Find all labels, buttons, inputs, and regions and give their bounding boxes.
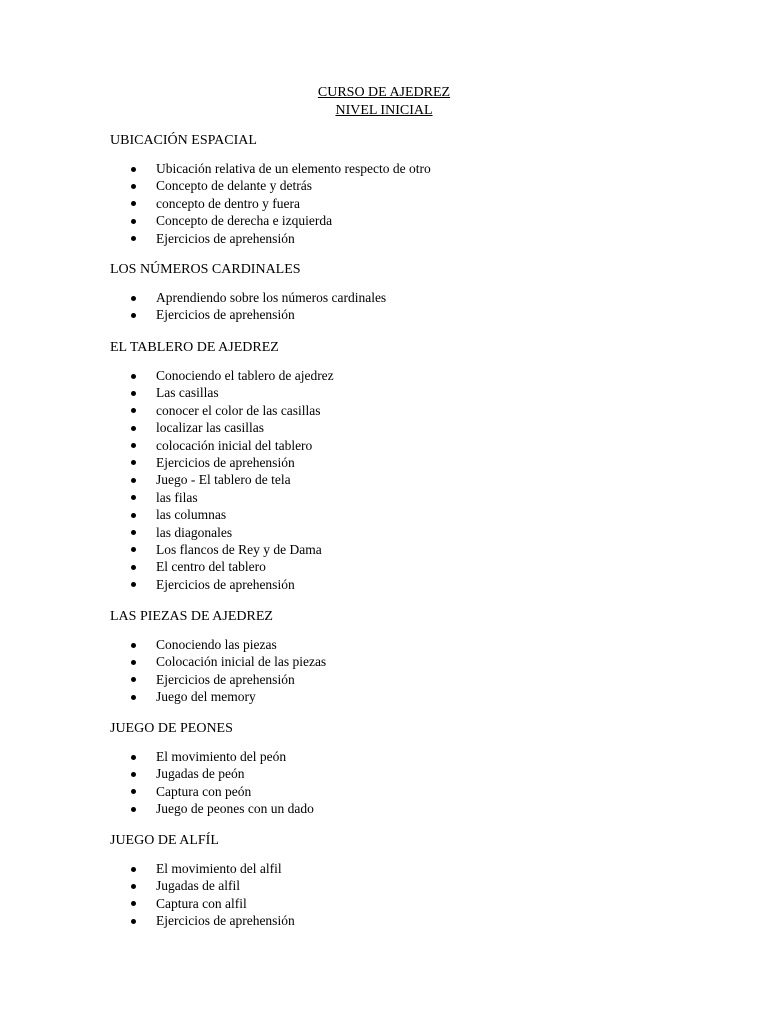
document-subtitle: NIVEL INICIAL	[335, 103, 433, 118]
list-item-text: El movimiento del peón	[156, 749, 287, 764]
document-title: CURSO DE AJEDREZ	[317, 85, 451, 100]
bullet-icon	[131, 643, 136, 648]
list-item-text: Captura con alfil	[156, 895, 247, 911]
section-heading: LAS PIEZAS DE AJEDREZ	[110, 609, 273, 624]
list-item-text: concepto de dentro y fuera	[156, 195, 300, 211]
bullet-icon	[131, 184, 136, 189]
list-item-text: Captura con peón	[156, 783, 252, 799]
bullet-icon	[131, 867, 136, 872]
bullet-icon	[131, 426, 136, 431]
list-item-text: Los flancos de Rey y de Dama	[156, 541, 322, 557]
bullet-icon	[131, 660, 136, 665]
list-item-text: Ejercicios de aprehensión	[156, 454, 295, 470]
list-item-text: Ejercicios de aprehensión	[156, 307, 295, 323]
bullet-icon	[131, 530, 136, 535]
section-heading: UBICACIÓN ESPACIAL	[110, 133, 257, 148]
list-item-text: Jugadas de peón	[156, 766, 245, 782]
list-item-text: Ubicación relativa de un elemento respecto de otro	[156, 161, 431, 176]
bullet-icon	[131, 772, 136, 777]
bullet-icon	[131, 565, 136, 570]
list-item-text: Juego de peones con un dado	[156, 801, 314, 817]
bullet-icon	[131, 677, 136, 682]
list-item-text: Ejercicios de aprehensión	[156, 576, 295, 592]
list-item-text: las columnas	[156, 507, 227, 523]
bullet-icon	[131, 443, 136, 448]
bullet-icon	[131, 582, 136, 587]
bullet-icon	[131, 547, 136, 552]
list-item-text: Colocación inicial de las piezas	[156, 654, 327, 670]
section-heading: JUEGO DE ALFÍL	[110, 833, 219, 848]
bullet-icon	[131, 167, 136, 172]
bullet-icon	[131, 408, 136, 413]
list-item-text: Ejercicios de aprehensión	[156, 230, 295, 246]
list-item-text: Concepto de derecha e izquierda	[156, 213, 333, 229]
bullet-icon	[131, 755, 136, 760]
list-item-text: Ejercicios de aprehensión	[156, 913, 295, 929]
bullet-icon	[131, 236, 136, 241]
section-heading: JUEGO DE PEONES	[110, 721, 233, 736]
list-item-text: El centro del tablero	[156, 559, 266, 575]
list-item-text: Jugadas de alfil	[156, 878, 240, 894]
list-item-text: Aprendiendo sobre los números cardinales	[156, 290, 387, 305]
bullet-icon	[131, 391, 136, 396]
list-item-text: las diagonales	[156, 524, 233, 540]
list-item-text: conocer el color de las casillas	[156, 402, 321, 418]
bullet-icon	[131, 374, 136, 379]
bullet-icon	[131, 460, 136, 465]
bullet-icon	[131, 919, 136, 924]
bullet-icon	[131, 789, 136, 794]
list-item-text: las filas	[156, 489, 198, 505]
list-item-text: localizar las casillas	[156, 420, 264, 436]
bullet-icon	[131, 201, 136, 206]
bullet-icon	[131, 495, 136, 500]
bullet-icon	[131, 313, 136, 318]
list-item-text: Ejercicios de aprehensión	[156, 671, 295, 687]
list-item-text: Las casillas	[156, 385, 219, 401]
list-item-text: Conociendo el tablero de ajedrez	[156, 368, 334, 383]
list-item-text: El movimiento del alfil	[156, 861, 282, 876]
list-item-text: Juego - El tablero de tela	[156, 472, 291, 488]
section-heading: LOS NÚMEROS CARDINALES	[110, 262, 301, 277]
bullet-icon	[131, 884, 136, 889]
bullet-icon	[131, 807, 136, 812]
bullet-icon	[131, 296, 136, 301]
bullet-icon	[131, 513, 136, 518]
list-item-text: Concepto de delante y detrás	[156, 178, 312, 194]
section-heading: EL TABLERO DE AJEDREZ	[110, 340, 279, 355]
bullet-icon	[131, 695, 136, 700]
bullet-icon	[131, 901, 136, 906]
list-item-text: Juego del memory	[156, 689, 256, 705]
list-item-text: colocación inicial del tablero	[156, 437, 313, 453]
bullet-icon	[131, 478, 136, 483]
bullet-icon	[131, 219, 136, 224]
list-item-text: Conociendo las piezas	[156, 637, 277, 652]
